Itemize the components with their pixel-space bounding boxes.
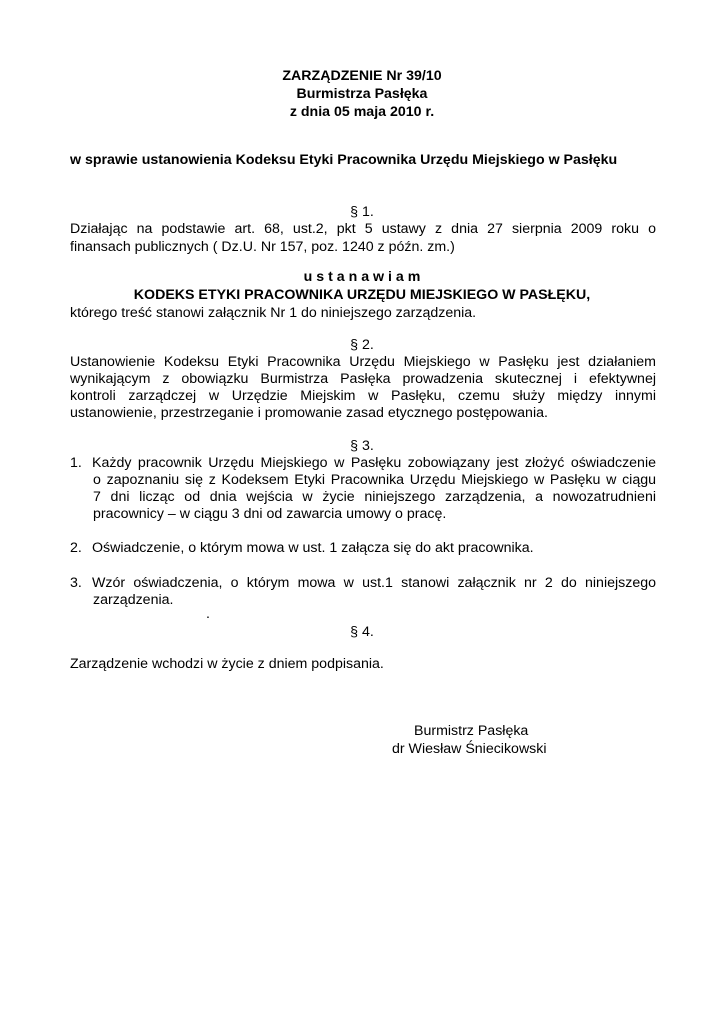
- section-2-line-4: ustanowienie, przestrzeganie i promowanie zasad etycznego postępowania.: [70, 405, 548, 421]
- document-title: ZARZĄDZENIE Nr 39/10: [282, 68, 442, 84]
- section-4-text: Zarządzenie wchodzi w życie z dniem podpisania.: [70, 656, 384, 672]
- item-2-line-1: Oświadczenie, o którym mowa w ust. 1 załącza się do akt pracownika.: [92, 540, 534, 556]
- document-date: z dnia 05 maja 2010 r.: [289, 104, 435, 120]
- document-subject: w sprawie ustanowienia Kodeksu Etyki Pracownika Urzędu Miejskiego w Pasłęku: [70, 152, 618, 168]
- section-3-heading: § 3.: [350, 438, 374, 454]
- section-1-line-2: finansach publicznych ( Dz.U. Nr 157, poz. 1240 z późn. zm.): [70, 239, 455, 255]
- document-issuer: Burmistrza Pasłęka: [296, 86, 428, 102]
- section-2-line-2: wynikającym z obowiązku Burmistrza Pasłęka prowadzenia skutecznej i efektywnej: [70, 371, 656, 387]
- signature-role: Burmistrz Pasłęka: [414, 723, 529, 739]
- item-1-line-1: Każdy pracownik Urzędu Miejskiego w Pasłęku zobowiązany jest złożyć oświadczenie: [92, 455, 656, 471]
- signature-name: dr Wiesław Śniecikowski: [392, 741, 547, 757]
- section-1-line-1: Działając na podstawie art. 68, ust.2, pkt 5 ustawy z dnia 27 sierpnia 2009 roku o: [70, 221, 656, 237]
- item-3-number: 3.: [70, 575, 82, 591]
- section-2-heading: § 2.: [350, 337, 374, 353]
- section-2-line-3: kontroli zarządczej w Urzędzie Miejskim w Pasłęku, czemu służy między innymi: [70, 388, 656, 404]
- item-1-line-2: o zapoznaniu się z Kodeksem Etyki Pracownika Urzędu Miejskiego w Pasłęku w ciągu: [93, 472, 656, 488]
- establish-word: u s t a n a w i a m: [303, 269, 421, 285]
- annex-note: którego treść stanowi załącznik Nr 1 do niniejszego zarządzenia.: [70, 305, 477, 321]
- item-3-line-2: zarządzenia.: [93, 592, 174, 608]
- item-1-number: 1.: [70, 455, 82, 471]
- section-1-heading: § 1.: [350, 204, 374, 220]
- item-2-number: 2.: [70, 540, 82, 556]
- code-title: KODEKS ETYKI PRACOWNIKA URZĘDU MIEJSKIEGO W PASŁĘKU,: [133, 287, 591, 303]
- section-4-heading: § 4.: [350, 624, 374, 640]
- section-2-line-1: Ustanowienie Kodeksu Etyki Pracownika Urzędu Miejskiego w Pasłęku jest działaniem: [70, 354, 656, 370]
- stray-dot: .: [206, 606, 210, 622]
- item-3-line-1: Wzór oświadczenia, o którym mowa w ust.1 stanowi załącznik nr 2 do niniejszego: [92, 575, 656, 591]
- item-1-line-4: pracownicy – w ciągu 3 dni od zawarcia umowy o pracę.: [93, 506, 447, 522]
- item-1-line-3: 7 dni licząc od dnia wejścia w życie niniejszego zarządzenia, a nowozatrudnieni: [93, 489, 656, 505]
